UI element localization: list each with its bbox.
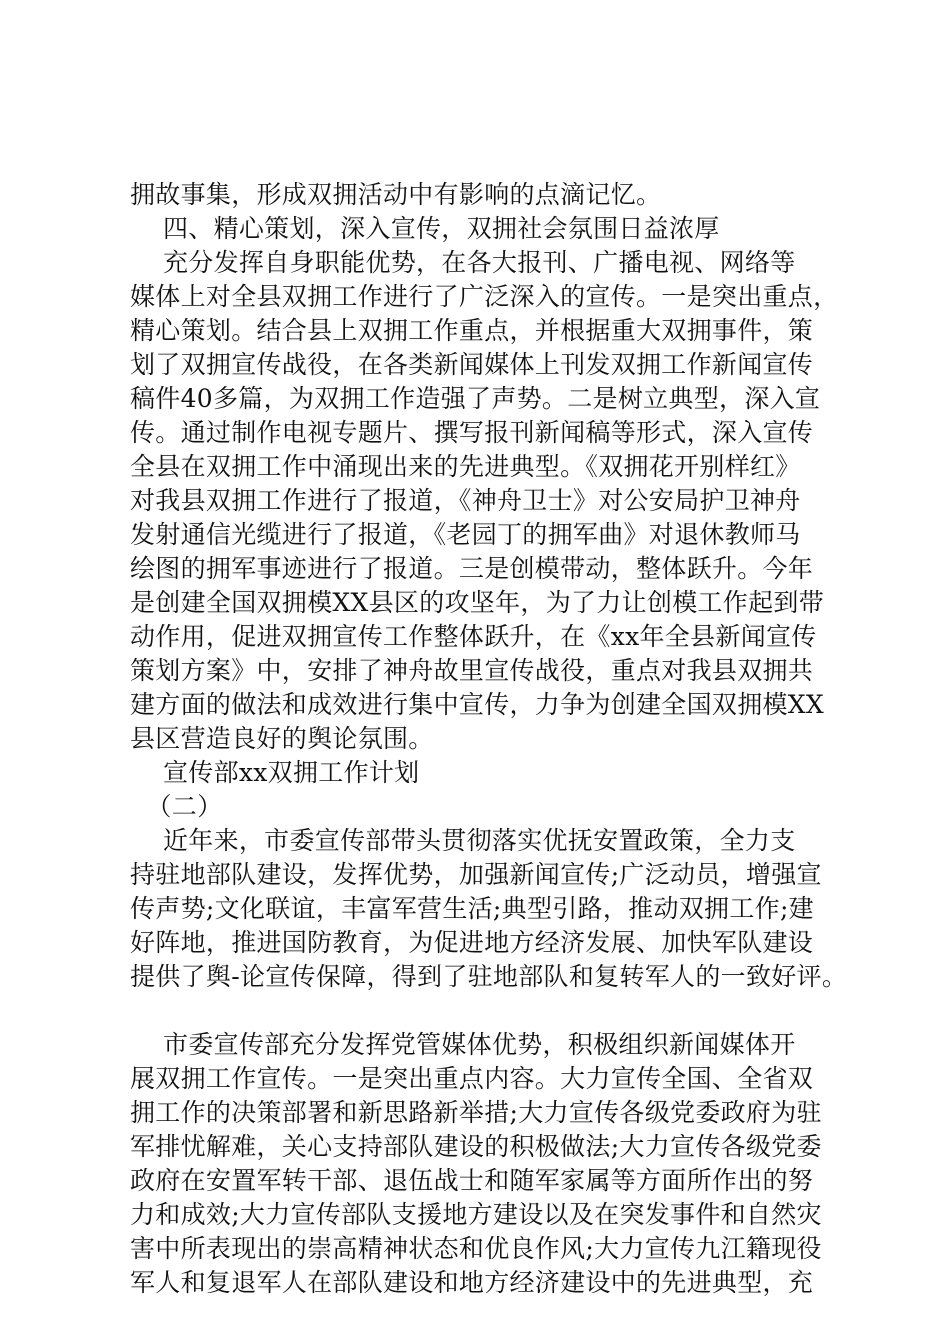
text-line: 近年来，市委宣传部带头贯彻落实优抚安置政策，全力支	[130, 826, 796, 855]
text-line: 力和成效;大力宣传部队支援地方建设以及在突发事件和自然灾	[130, 1200, 822, 1229]
text-line: 是创建全国双拥模XX县区的攻坚年，为了力让创模工作起到带	[130, 588, 824, 617]
text-line: 划了双拥宣传战役，在各类新闻媒体上刊发双拥工作新闻宣传	[130, 350, 814, 379]
text-line: 市委宣传部充分发挥党管媒体优势，积极组织新闻媒体开	[130, 1030, 796, 1059]
text-line: 军排忧解难，关心支持部队建设的积极做法;大力宣传各级党委	[130, 1132, 822, 1161]
text-line: 持驻地部队建设，发挥优势，加强新闻宣传;广泛动员，增强宣	[130, 860, 822, 889]
text-line: 充分发挥自身职能优势，在各大报刊、广播电视、网络等	[130, 248, 796, 277]
text-line: 对我县双拥工作进行了报道，《神舟卫士》对公安局护卫神舟	[130, 486, 801, 515]
text-line: 媒体上对全县双拥工作进行了广泛深入的宣传。一是突出重点，	[130, 282, 839, 311]
text-line: 全县在双拥工作中涌现出来的先进典型。《双拥花开别样红》	[130, 452, 801, 481]
section-number: （二）	[130, 792, 223, 821]
text-line: 发射通信光缆进行了报道，《老园丁的拥军曲》对退休教师马	[130, 520, 801, 549]
text-line: 展双拥工作宣传。一是突出重点内容。大力宣传全国、全省双	[130, 1064, 814, 1093]
text-line: 传。通过制作电视专题片、撰写报刊新闻稿等形式，深入宣传	[130, 418, 814, 447]
text-line: 害中所表现出的崇高精神状态和优良作风;大力宣传九江籍现役	[130, 1234, 822, 1263]
text-line: 提供了舆-论宣传保障，得到了驻地部队和复转军人的一致好评。	[130, 962, 848, 991]
document-title: 宣传部xx双拥工作计划	[130, 758, 420, 787]
text-line: 策划方案》中，安排了神舟故里宣传战役，重点对我县双拥共	[130, 656, 814, 685]
text-line: 绘图的拥军事迹进行了报道。三是创模带动，整体跃升。今年	[130, 554, 814, 583]
text-line: 拥故事集，形成双拥活动中有影响的点滴记忆。	[130, 180, 662, 209]
text-line: 拥工作的决策部署和新思路新举措;大力宣传各级党委政府为驻	[130, 1098, 822, 1127]
text-line: 县区营造良好的舆论氛围。	[130, 724, 434, 753]
text-line: 稿件40多篇，为双拥工作造强了声势。二是树立典型，深入宣	[130, 384, 821, 413]
text-line: 传声势;文化联谊，丰富军营生活;典型引路，推动双拥工作;建	[130, 894, 814, 923]
text-line: 动作用，促进双拥宣传工作整体跃升，在《xx年全县新闻宣传	[130, 622, 817, 651]
text-line: 好阵地，推进国防教育，为促进地方经济发展、加快军队建设	[130, 928, 814, 957]
section-heading: 四、精心策划，深入宣传，双拥社会氛围日益浓厚	[130, 214, 720, 243]
text-line: 精心策划。结合县上双拥工作重点，并根据重大双拥事件，策	[130, 316, 814, 345]
text-line: 建方面的做法和成效进行集中宣传，力争为创建全国双拥模XX	[130, 690, 824, 719]
text-line: 政府在安置军转干部、退伍战士和随军家属等方面所作出的努	[130, 1166, 814, 1195]
text-line: 军人和复退军人在部队建设和地方经济建设中的先进典型，充	[130, 1268, 814, 1297]
